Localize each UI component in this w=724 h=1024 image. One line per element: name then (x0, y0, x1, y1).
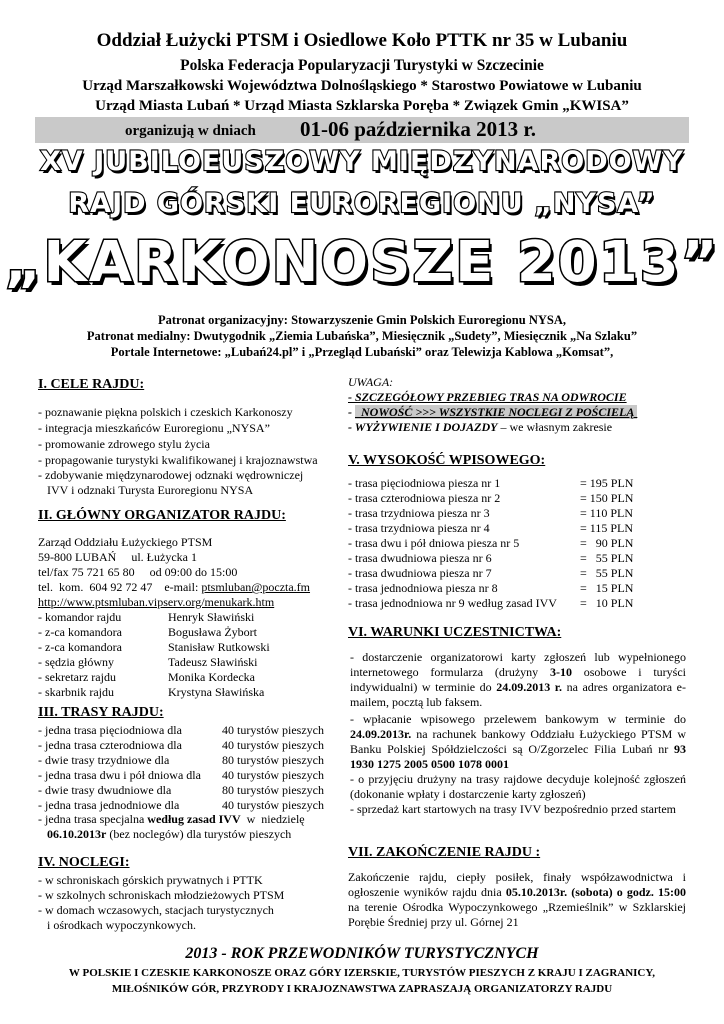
footer-slogan: 2013 - ROK PRZEWODNIKÓW TURYSTYCZNYCH (185, 945, 539, 962)
route-label: - jedna trasa pięciodniowa dla (38, 723, 182, 737)
fee-label: - trasa jednodniowa nr 9 według zasad IVV (348, 596, 557, 610)
route-capacity: 40 turystów pieszych (222, 723, 324, 737)
organizer-line-2: Polska Federacja Popularyzacji Turystyki w Szczecinie (180, 57, 544, 74)
route-special-day: w niedzielę (240, 812, 305, 826)
fee-label: - trasa trzydniowa piesza nr 3 (348, 506, 490, 520)
staff-role: - sędzia główny (38, 655, 114, 669)
staff-name: Henryk Sławiński (168, 610, 255, 624)
condition-payment: - wpłacanie wpisowego przelewem bankowym w terminie do 24.09.2013r. na rachunek bankowy Oddziału Łużyckiego PTSM w Banku Polskiej Spółdzielczości są O/Zgorzelec Filia Lubań nr 93 1930 1275 2005 0500 1078 0001 (350, 712, 686, 771)
fee-label: - trasa dwudniowa piesza nr 7 (348, 566, 492, 580)
fee-value: = 115 PLN (580, 521, 633, 535)
staff-name: Bogusława Żybort (168, 625, 257, 639)
route-capacity: 80 turystów pieszych (222, 753, 324, 767)
list-item: - propagowanie turystyki kwalifikowanej i krajoznawstwa (38, 453, 318, 467)
condition-acceptance: - o przyjęciu drużyny na trasy rajdowe decyduje kolejność zgłoszeń (dokonanie wpłaty i dostarczenie karty zgłoszeń) (350, 772, 686, 801)
route-capacity: 40 turystów pieszych (222, 768, 324, 782)
condition-ivv-cards: - sprzedaż kart startowych na trasy IVV bezpośrednio przed startem (350, 802, 676, 816)
fee-label: - trasa pięciodniowa piesza nr 1 (348, 476, 501, 490)
staff-name: Tadeusz Sławiński (168, 655, 258, 669)
fee-label: - trasa trzydniowa piesza nr 4 (348, 521, 490, 535)
staff-role: - komandor rajdu (38, 610, 122, 624)
route-capacity: 80 turystów pieszych (222, 783, 324, 797)
staff-name: Stanisław Rutkowski (168, 640, 270, 654)
section-heading-conditions: VI. WARUNKI UCZESTNICTWA: (348, 625, 562, 640)
route-label: - dwie trasy dwudniowe dla (38, 783, 172, 797)
list-item: - poznawanie pięknа polskich i czeskich Karkonoszy (38, 405, 293, 419)
organizer-line-4: Urząd Miasta Lubań * Urząd Miasta Szklarska Poręba * Związek Gmin „KWISA” (95, 98, 629, 114)
route-special (38, 812, 305, 827)
date-band-intro: organizują w dniach (125, 123, 256, 139)
organizer-phone: tel/fax 75 721 65 80 od 09:00 do 15:00 (38, 565, 238, 579)
section-heading-closing: VII. ZAKOŃCZENIE RAJDU : (348, 845, 541, 860)
route-label: - jedna trasa dwu i pół dniowa dla (38, 768, 201, 782)
list-item: - promowanie zdrowego stylu życia (38, 437, 210, 451)
list-item: IVV i odznaki Turysta Euroregionu NYSA (38, 483, 254, 497)
organizer-address: 59-800 LUBAŃ ul. Łużycka 1 (38, 550, 197, 564)
route-special-date: 06.10.2013r (47, 827, 107, 841)
fee-value: = 55 PLN (580, 551, 634, 565)
route-label: - dwie trasy trzydniowe dla (38, 753, 170, 767)
staff-role: - z-ca komandora (38, 625, 122, 639)
list-item: - w domach wczasowych, stacjach turystycznych (38, 903, 274, 917)
route-label: - jedna trasa czterodniowa dla (38, 738, 182, 752)
fee-label: - trasa czterodniowa piesza nr 2 (348, 491, 501, 505)
staff-name: Monika Kordecka (168, 670, 255, 684)
staff-name: Krystyna Sławińska (168, 685, 265, 699)
staff-role: - sekretarz rajdu (38, 670, 116, 684)
route-capacity: 40 turystów pieszych (222, 798, 324, 812)
organizer-line-3: Urząd Marszałkowski Województwa Dolnośląskiego * Starostwo Powiatowe w Lubaniu (82, 78, 642, 94)
condition-registration: - dostarczenie organizatorowi karty zgłoszeń lub wypełnionego internetowego formularza (drużyny 3-10 osobowe i turyści indywidualni) w terminie do 24.09.2013 r. na adres organizatora e-mailem, pocztą lub faksem. (350, 650, 686, 709)
patronage-organizational: Patronat organizacyjny: Stowarzyszenie Gmin Polskich Euroregionu NYSA, (158, 313, 566, 327)
event-title-main: „KARKONOSZE 2013” (4, 230, 720, 295)
patronage-portals: Portale Internetowe: „Lubań24.pl” i „Przegląd Lubański” oraz Telewizja Kablowa „Komsat”, (110, 345, 614, 359)
list-item: - w szkolnych schroniskach młodzieżowych PTSM (38, 888, 285, 902)
notice-heading: UWAGA: (348, 375, 394, 389)
event-dates: 01-06 października 2013 r. (300, 117, 537, 141)
staff-role: - skarbnik rajdu (38, 685, 114, 699)
fee-value: = 15 PLN (580, 581, 634, 595)
event-title-line-1: XV JUBILOEUSZOWY MIĘDZYNARODOWY (40, 146, 684, 177)
footer-invitation-line-2: MIŁOŚNIKÓW GÓR, PRZYRODY I KRAJOZNAWSTWA ZAPRASZAJĄ ORGANIZATORZY RAJDU (111, 983, 613, 995)
fee-value: = 150 PLN (580, 491, 634, 505)
route-capacity: 40 turystów pieszych (222, 738, 324, 752)
email-link[interactable]: ptsmluban@poczta.fm (201, 580, 311, 594)
section-heading-fees: V. WYSOKOŚĆ WPISOWEGO: (348, 453, 546, 468)
fee-label: - trasa dwu i pół dniowa piesza nr 5 (348, 536, 520, 550)
fee-label: - trasa dwudniowa piesza nr 6 (348, 551, 492, 565)
route-label: - jedna trasa jednodniowe dla (38, 798, 180, 812)
section-heading-organizer: II. GŁÓWNY ORGANIZATOR RAJDU: (38, 508, 286, 523)
notice-food-travel-note: – we własnym zakresie (497, 420, 613, 434)
organizer-line-1: Oddział Łużycki PTSM i Osiedlowe Koło PTTK nr 35 w Lubaniu (96, 30, 628, 51)
organizer-contact (38, 580, 310, 595)
contact-label: tel. kom. 604 92 72 47 e-mail: (38, 580, 202, 594)
section-heading-routes: III. TRASY RAJDU: (38, 705, 164, 720)
route-special-rule: według zasad IVV (147, 812, 241, 826)
organizer-name: Zarząd Oddziału Łużyckiego PTSM (38, 535, 213, 549)
route-special-label: - jedna trasa specjalna (38, 812, 148, 826)
fee-value: = 195 PLN (580, 476, 634, 490)
staff-role: - z-ca komandora (38, 640, 122, 654)
fee-value: = 55 PLN (580, 566, 634, 580)
notice-route-details: - SZCZEGÓŁOWY PRZEBIEG TRAS NA ODWROCIE (348, 390, 627, 404)
website-link[interactable]: http://www.ptsmluban.vipserv.org/menukark.htm (38, 595, 275, 609)
list-item: - zdobywanie międzynarodowej odznaki wędrowniczej (38, 468, 304, 482)
event-title-line-2: RAJD GÓRSKI EUROREGIONU „NYSA” (68, 188, 656, 219)
footer-invitation-line-1: W POLSKIE I CZESKIE KARKONOSZE ORAZ GÓRY IZERSKIE, TURYSTÓW PIESZYCH Z KRAJU I ZAGRANICY, (68, 967, 656, 979)
notice-new-bedding-text: NOWOŚĆ >>> WSZYSTKIE NOCLEGI Z POŚCIELĄ (355, 405, 638, 419)
list-item: - integracja mieszkańców Euroregionu „NYSA” (38, 421, 270, 435)
fee-value: = 110 PLN (580, 506, 633, 520)
route-special-note: (bez noclegów) dla turystów pieszych (106, 827, 292, 841)
fee-label: - trasa jednodniowa piesza nr 8 (348, 581, 498, 595)
patronage-media: Patronat medialny: Dwutygodnik „Ziemia Lubańska”, Miesięcznik „Sudety”, Miesięcznik „Na Szlaku” (86, 329, 638, 343)
closing-text: Zakończenie rajdu, ciepły posiłek, finały współzawodnictwa i ogłoszenie wyników rajdu dnia 05.10.2013r. (sobota) o godz. 15:00 na terenie Ośrodka Wypoczynkowego „Rzemieślnik” w Szklarskiej Porębie Średniej przy ul. Górnej 21 (348, 870, 686, 929)
fee-value: = 90 PLN (580, 536, 634, 550)
notice-new-bedding: - NOWOŚĆ >>> WSZYSTKIE NOCLEGI Z POŚCIELĄ (348, 405, 638, 419)
notice-food-travel (348, 420, 612, 435)
section-heading-goals: I. CELE RAJDU: (38, 377, 145, 392)
list-item: i ośrodkach wypoczynkowych. (38, 918, 196, 932)
route-special-date-line (47, 827, 291, 842)
fee-value: = 10 PLN (580, 596, 634, 610)
section-heading-accommodation: IV. NOCLEGI: (38, 855, 130, 870)
list-item: - w schroniskach górskich prywatnych i PTTK (38, 873, 263, 887)
notice-food-travel-label: - WYŻYWIENIE I DOJAZDY (348, 420, 498, 434)
date-band (35, 117, 689, 143)
